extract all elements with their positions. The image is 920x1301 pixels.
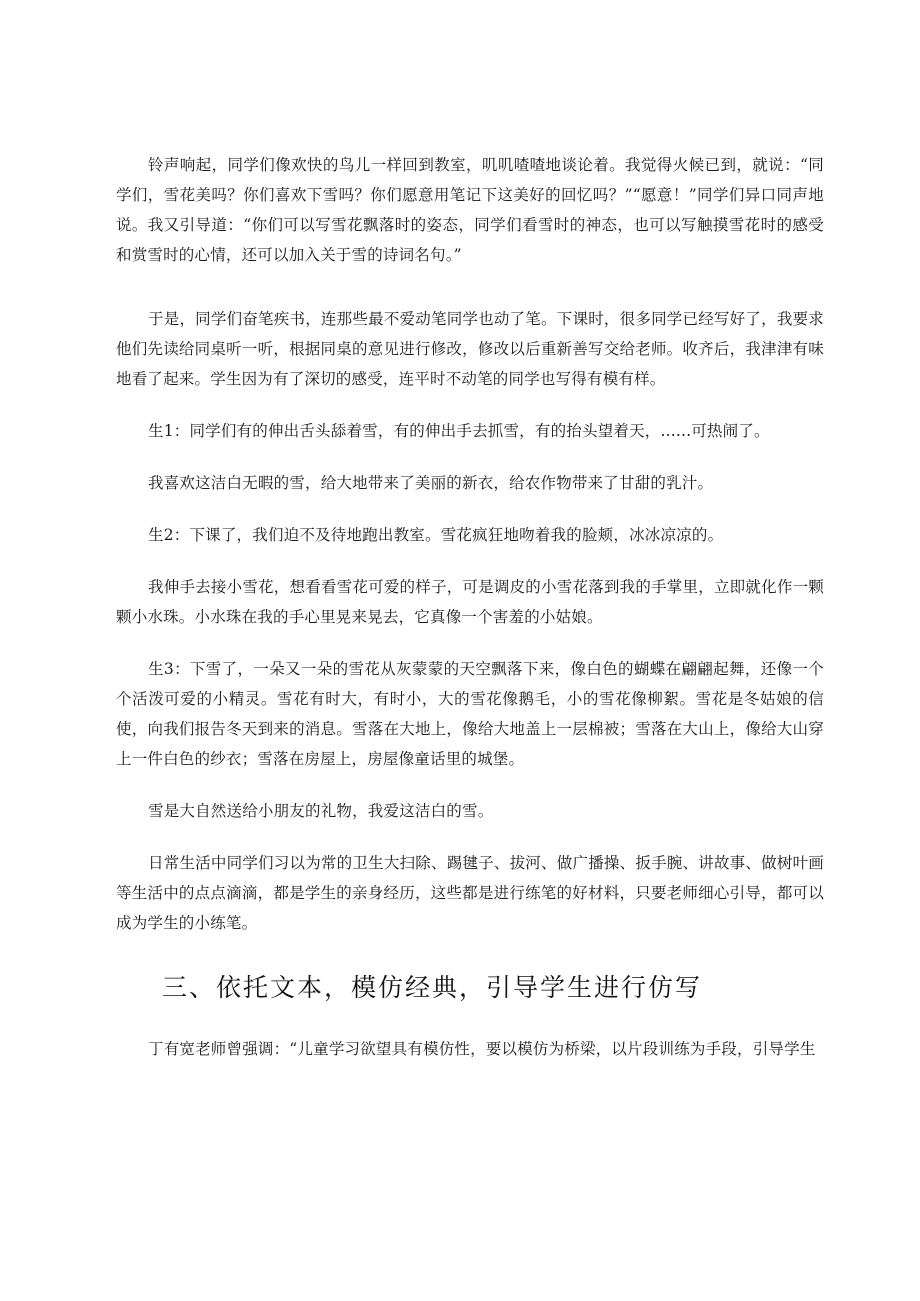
paragraph-imitation-intro: 丁有宽老师曾强调：“儿童学习欲望具有模仿性，要以模仿为桥梁，以片段训练为手段，引导学生 [148, 1040, 816, 1058]
document-page [116, 150, 824, 1064]
paragraph-student-3-continued: 雪是大自然送给小朋友的礼物，我爱这洁白的雪。 [148, 802, 494, 820]
section-heading: 三、依托文本，模仿经典，引导学生进行仿写 [162, 973, 703, 1002]
paragraph-student-1-continued: 我喜欢这洁白无暇的雪，给大地带来了美丽的新衣，给农作物带来了甘甜的乳汁。 [148, 474, 714, 492]
paragraph-student-2-continued: 我伸手去接小雪花，想看看雪花可爱的样子，可是调皮的小雪花落到我的手掌里，立即就化作一颗颗小水珠。小水珠在我的手心里晃来晃去，它真像一个害羞的小姑娘。 [116, 578, 824, 626]
paragraph-class-bell: 铃声响起，同学们像欢快的鸟儿一样回到教室，叽叽喳喳地谈论着。我觉得火候已到，就说：“同学们，雪花美吗？你们喜欢下雪吗？你们愿意用笔记下这美好的回忆吗？”“愿意！”同学们异口同声地说。我又引导道：“你们可以写雪花飘落时的姿态，同学们看雪时的神态，也可以写触摸雪花时的感受和赏雪时的心情，还可以加入关于雪的诗词名句。” [116, 156, 824, 264]
paragraph-student-3: 生3：下雪了，一朵又一朵的雪花从灰蒙蒙的天空飘落下来，像白色的蝴蝶在翩翩起舞，还像一个个活泼可爱的小精灵。雪花有时大，有时小，大的雪花像鹅毛，小的雪花像柳絮。雪花是冬姑娘的信使，向我们报告冬天到来的消息。雪落在大地上，像给大地盖上一层棉被；雪落在大山上，像给大山穿上一件白色的纱衣；雪落在房屋上，房屋像童话里的城堡。 [116, 660, 824, 768]
paragraph-writing-session: 于是，同学们奋笔疾书，连那些最不爱动笔同学也动了笔。下课时，很多同学已经写好了，我要求他们先读给同桌听一听，根据同桌的意见进行修改，修改以后重新善写交给老师。收齐后，我津津有味地看了起来。学生因为有了深切的感受，连平时不动笔的同学也写得有模有样。 [116, 310, 824, 388]
paragraph-daily-life: 日常生活中同学们习以为常的卫生大扫除、踢毽子、拔河、做广播操、扳手腕、讲故事、做树叶画等生活中的点点滴滴，都是学生的亲身经历，这些都是进行练笔的好材料，只要老师细心引导，都可以成为学生的小练笔。 [116, 854, 824, 932]
paragraph-student-1: 生1：同学们有的伸出舌头舔着雪，有的伸出手去抓雪，有的抬头望着天，......可热闹了。 [148, 422, 770, 440]
paragraph-student-2: 生2：下课了，我们迫不及待地跑出教室。雪花疯狂地吻着我的脸颊，冰冰凉凉的。 [148, 526, 724, 544]
